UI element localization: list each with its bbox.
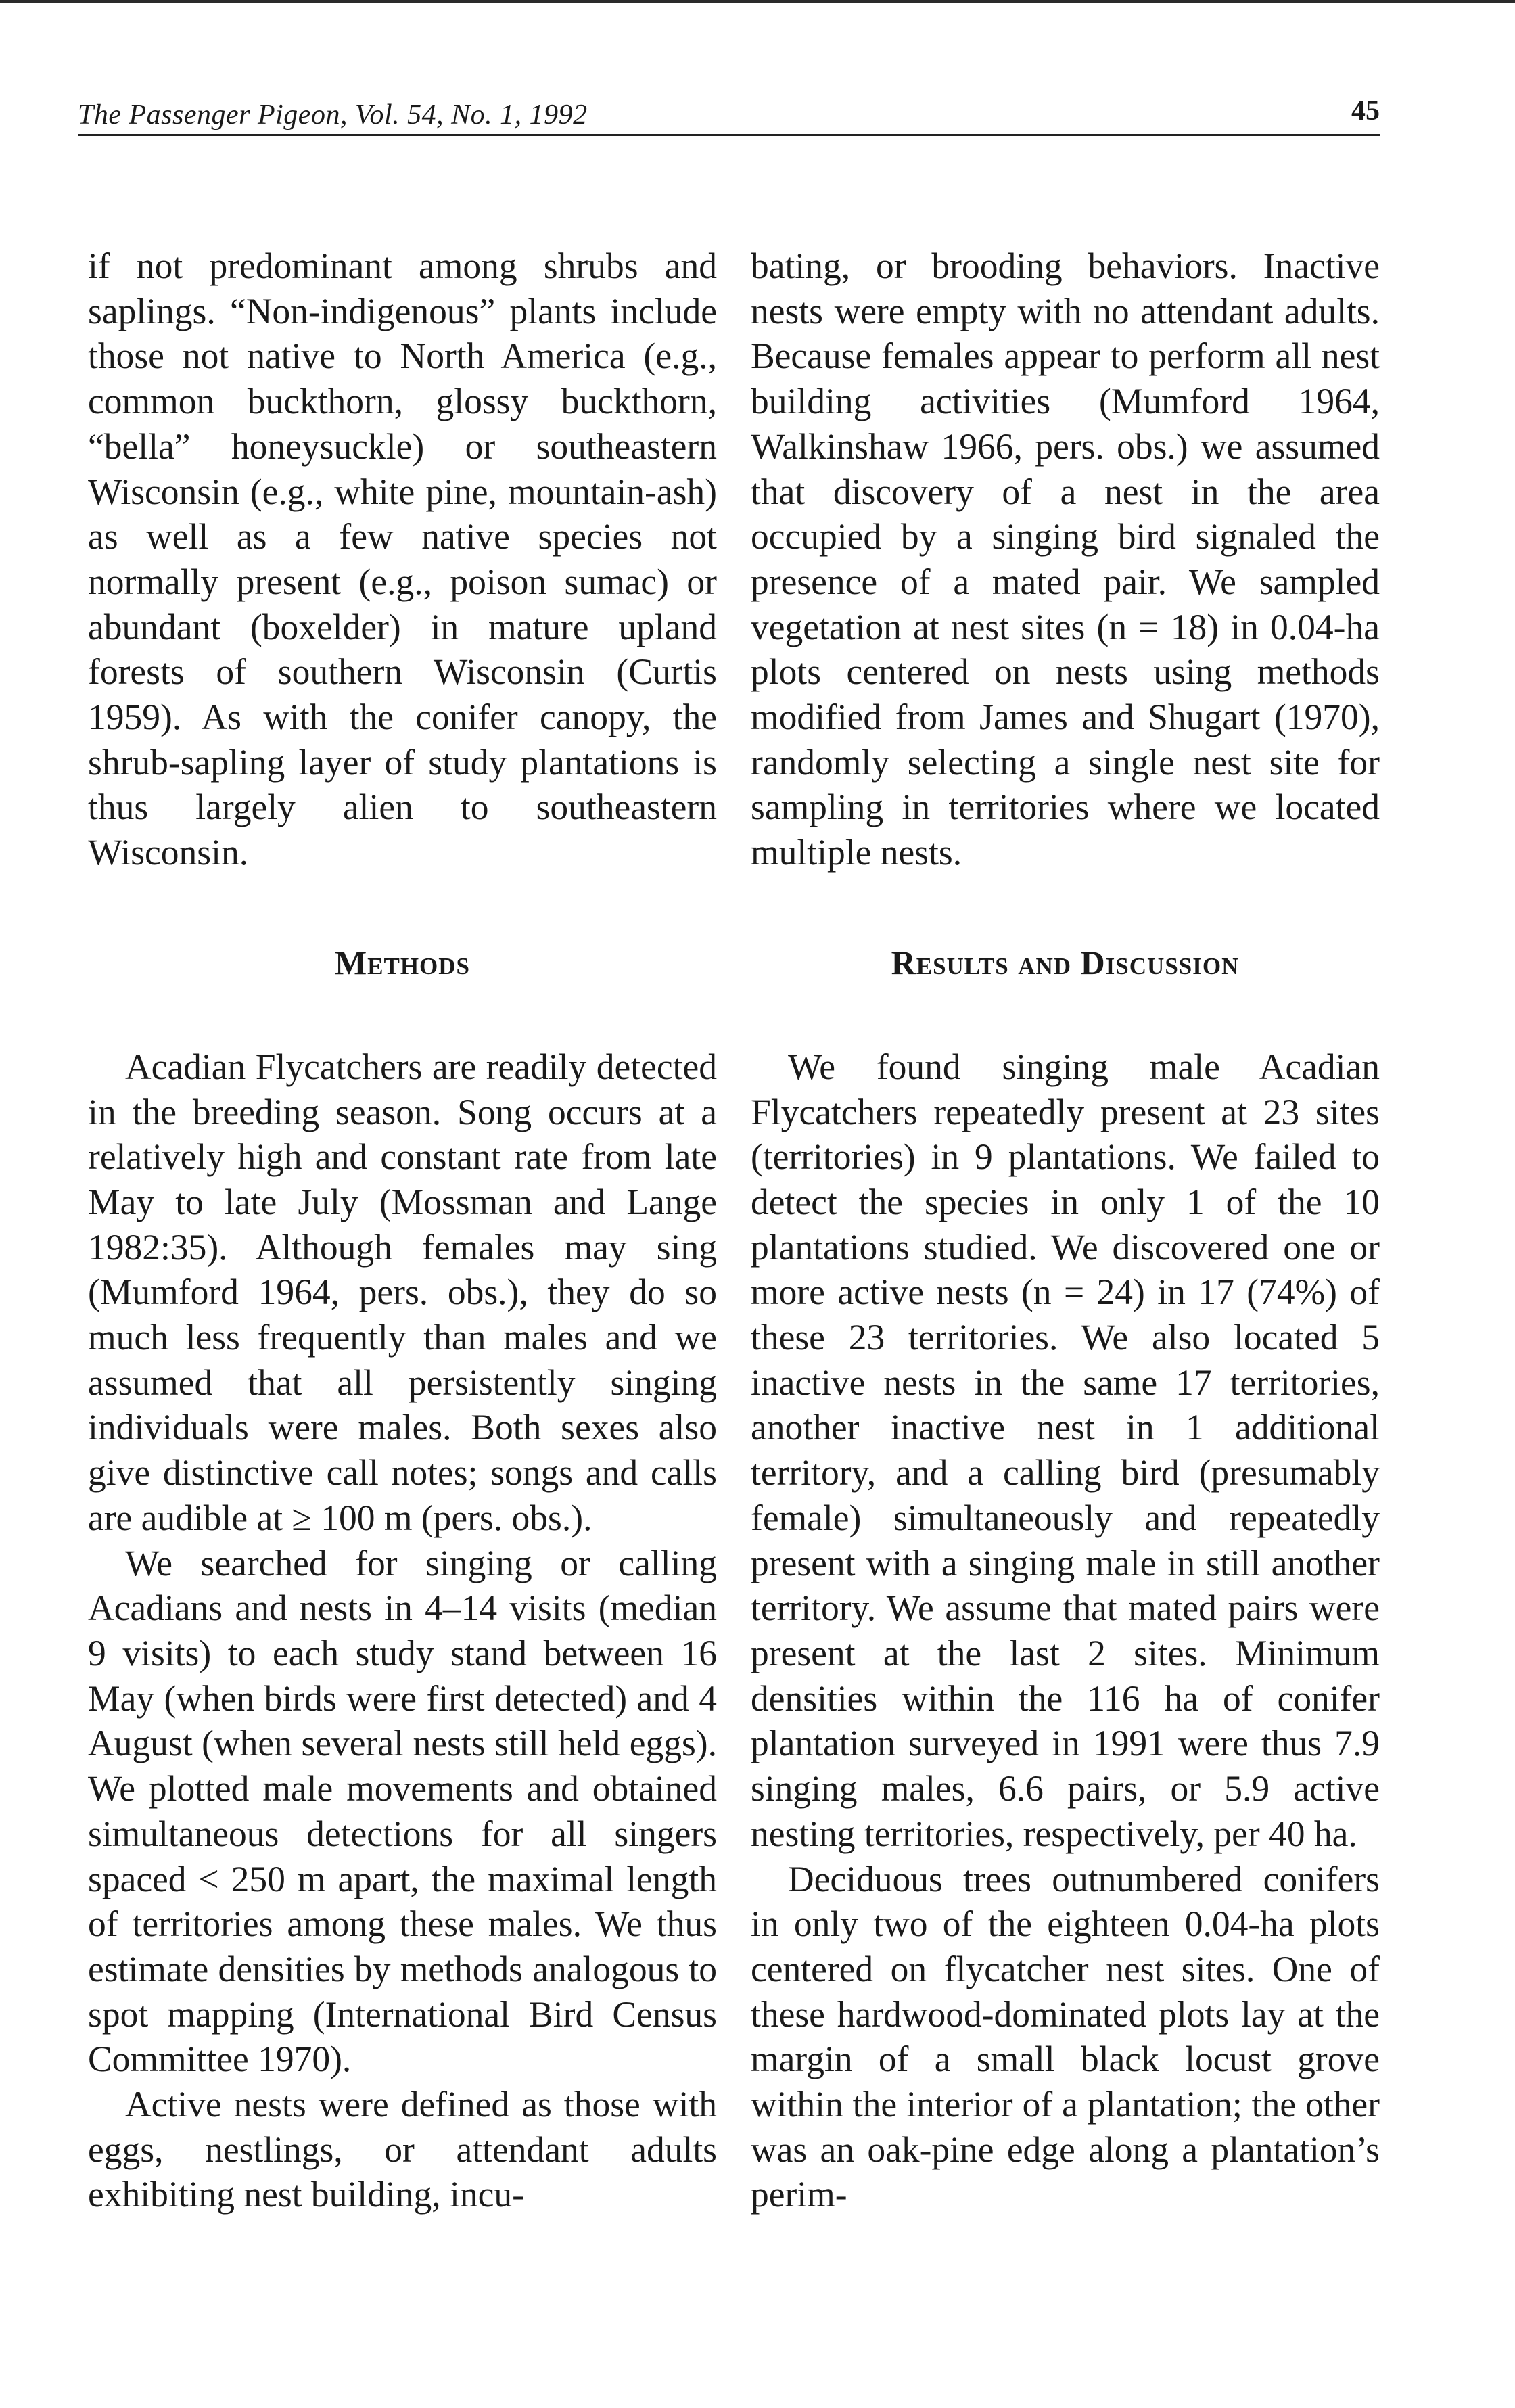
continued-paragraph: bating, or brooding behaviors. Inactive nests were empty with no attendant adults. Because females appear to perform all nest building activities (Mumford 1964, Walkinshaw 1966, pers. obs.) we assumed that discovery of a nest in the area occupied by a singing bird signaled the presence of a mated pair. We sampled vegetation at nest sites (n = 18) in 0.04-ha plots centered on nests using methods modified from James and Shugart (1970), randomly selecting a single nest site for sampling in territories where we located multiple nests. — [751, 246, 1380, 873]
left-column — [88, 244, 717, 2217]
running-header — [78, 95, 1380, 136]
right-column — [751, 244, 1380, 2217]
results-heading: Results and Discussion — [891, 943, 1240, 981]
results-paragraph-1: We found singing male Acadian Flycatchers repeatedly present at 23 sites (territories) in 9 plantations. We failed to detect the species in only 1 of the 10 plantations studied. We discovered one or more active nests (n = 24) in 17 (74%) of these 23 territories. We also located 5 inactive nests in the same 17 territories, another inactive nest in 1 additional territory, and a calling bird (presumably female) simultaneously and repeatedly present with a singing male in still another territory. We assume that mated pairs were present at the last 2 sites. Minimum densities within the 116 ha of conifer plantation surveyed in 1991 were thus 7.9 singing males, 6.6 pairs, or 5.9 active nesting territories, respectively, per 40 ha. — [751, 1046, 1380, 1854]
journal-citation: The Passenger Pigeon, Vol. 54, No. 1, 1992 — [78, 99, 588, 131]
methods-paragraph-1: Acadian Flycatchers are readily detected in the breeding season. Song occurs at a relatively high and constant rate from late May to late July (Mossman and Lange 1982:35). Although females may sing (Mumford 1964, pers. obs.), they do so much less frequently than males and we assumed that all persistently singing individuals were males. Both sexes also give distinctive call notes; songs and calls are audible at ≥ 100 m (pers. obs.). — [88, 1046, 717, 1538]
continued-paragraph: if not predominant among shrubs and saplings. “Non-indigenous” plants include those not native to North America (e.g., common buckthorn, glossy buckthorn, “bella” honeysuckle) or southeastern Wisconsin (e.g., white pine, mountain-ash) as well as a few native species not normally present (e.g., poison sumac) or abundant (boxelder) in mature upland forests of southern Wisconsin (Curtis 1959). As with the conifer canopy, the shrub-sapling layer of study plantations is thus largely alien to southeastern Wisconsin. — [88, 246, 717, 873]
top-border-rule — [0, 0, 1515, 3]
page-number: 45 — [1351, 95, 1380, 126]
methods-paragraph-2: We searched for singing or calling Acadians and nests in 4–14 visits (median 9 visits) to each study stand between 16 May (when birds were first detected) and 4 August (when several nests still held eggs). We plotted male movements and obtained simultaneous detections for all singers spaced < 250 m apart, the maximal length of territories among these males. We thus estimate densities by methods analogous to spot mapping (International Bird Census Committee 1970). — [88, 1542, 717, 2080]
methods-heading: Methods — [334, 943, 471, 981]
results-paragraph-2: Deciduous trees outnumbered conifers in only two of the eighteen 0.04-ha plots centered on flycatcher nest sites. One of these hardwood-dominated plots lay at the margin of a small black locust grove within the interior of a plantation; the other was an oak-pine edge along a plantation’s perim- — [751, 1858, 1380, 2215]
methods-paragraph-3: Active nests were defined as those with eggs, nestlings, or attendant adults exhibiting nest building, incu- — [88, 2084, 717, 2215]
